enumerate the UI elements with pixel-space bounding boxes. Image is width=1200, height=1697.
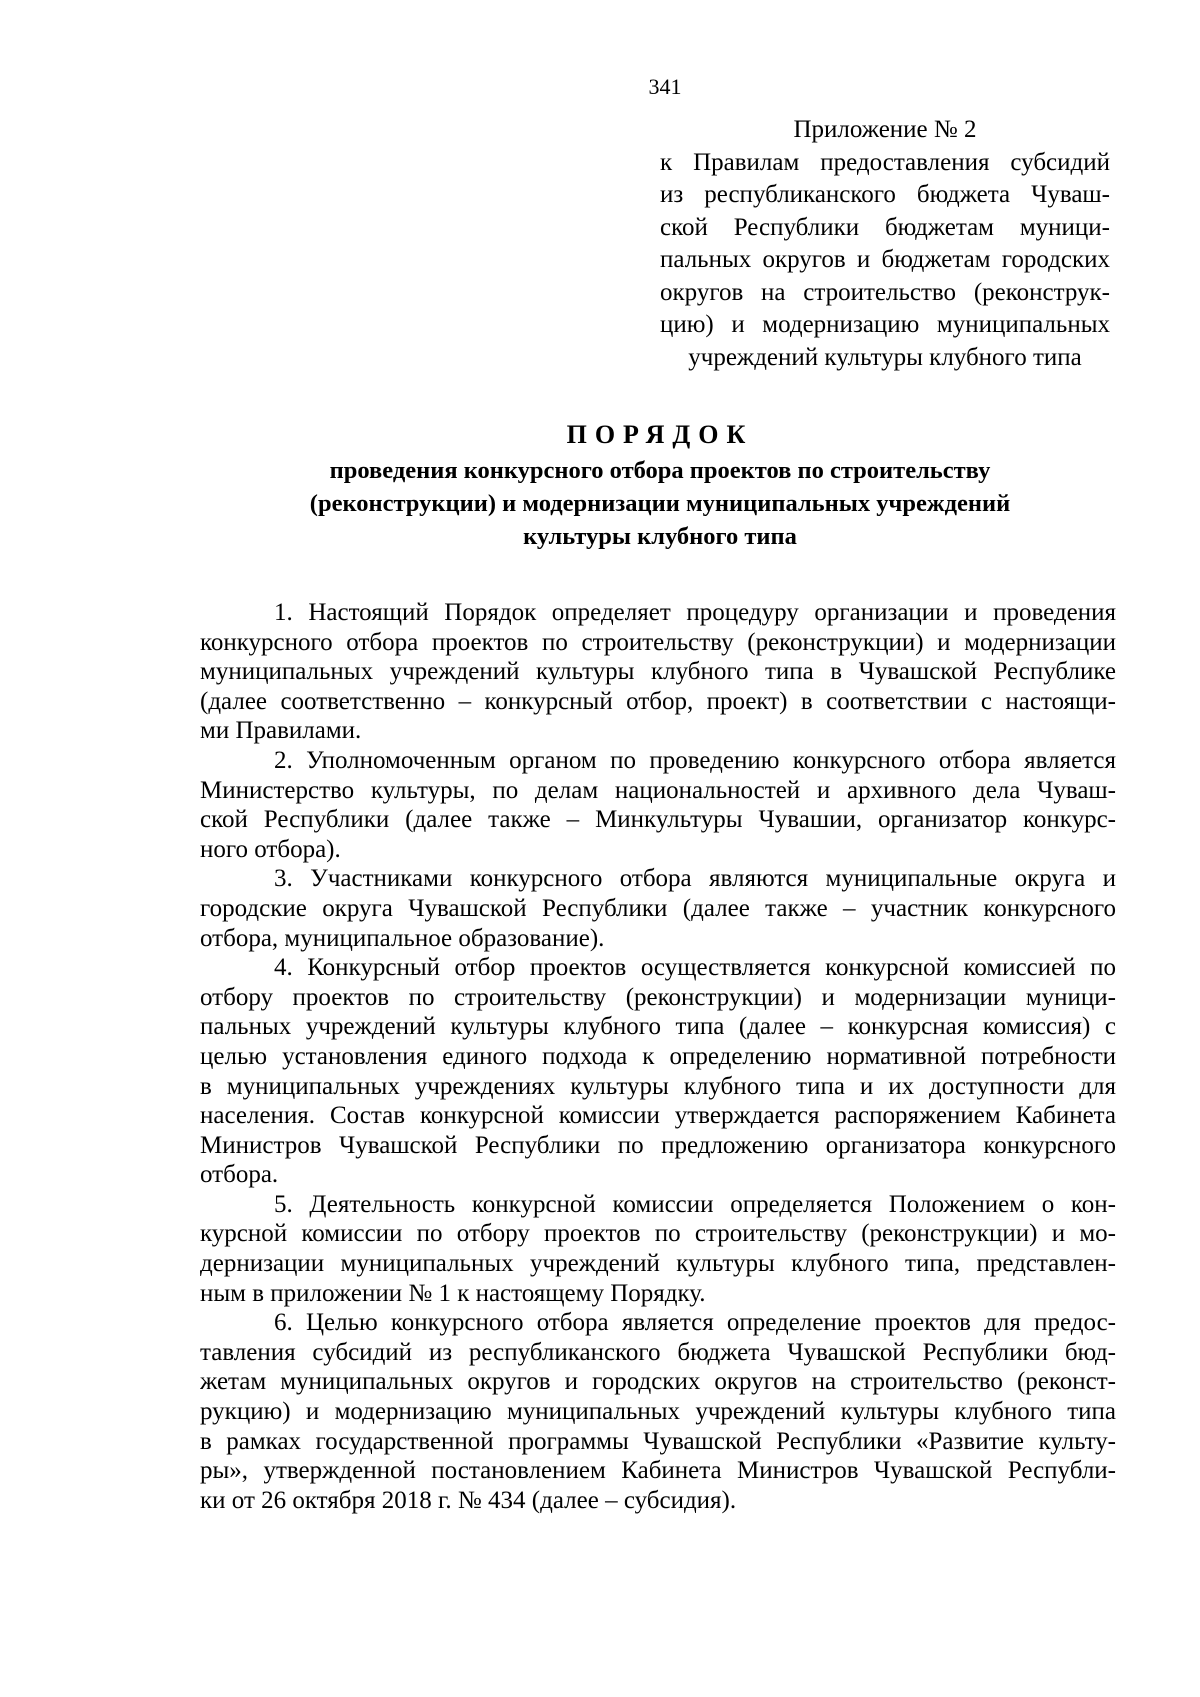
paragraph-line: ской Республики (далее также – Минкультуры Чувашии, организатор конкурс- — [200, 806, 1116, 834]
paragraph-line: городские округа Чувашской Республики (далее также – участник конкурсного — [200, 894, 1116, 922]
paragraph-2 — [200, 746, 1116, 864]
paragraph-line: 5. Деятельность конкурсной комиссии определяется Положением о кон- — [274, 1190, 1116, 1218]
document-title: ПОРЯДОК — [566, 420, 754, 449]
paragraph-line: конкурсного отбора проектов по строительству (реконструкции) и модернизации — [200, 628, 1116, 656]
paragraph-line: 3. Участниками конкурсного отбора являются муниципальные округа и — [274, 865, 1116, 893]
appendix-line: к Правилам предоставления субсидий — [660, 148, 1110, 176]
document-heading — [200, 416, 1120, 553]
page-number: 341 — [648, 74, 682, 99]
appendix-reference — [660, 114, 1110, 374]
paragraph-line: жетам муниципальных округов и городских округов на строительство (реконст- — [200, 1368, 1116, 1396]
paragraph-line: рукцию) и модернизацию муниципальных учреждений культуры клубного типа — [200, 1398, 1116, 1426]
paragraph-1 — [200, 598, 1116, 746]
paragraph-4 — [200, 953, 1116, 1190]
paragraph-line: ры», утвержденной постановлением Кабинета Министров Чувашской Республи- — [200, 1457, 1116, 1485]
appendix-line: ской Республики бюджетам муници- — [660, 213, 1110, 241]
paragraph-line: отбора, муниципальное образование). — [200, 924, 605, 952]
paragraph-line: пальных учреждений культуры клубного типа (далее – конкурсная комиссия) с — [200, 1013, 1116, 1041]
paragraph-line: ного отбора). — [200, 835, 341, 863]
paragraph-line: Министров Чувашской Республики по предложению организатора конкурсного — [200, 1131, 1116, 1159]
paragraph-line: (далее соответственно – конкурсный отбор, проект) в соответствии с настоящи- — [200, 687, 1116, 715]
paragraph-line: тавления субсидий из республиканского бюджета Чувашской Республики бюд- — [200, 1338, 1116, 1366]
paragraph-line: курсной комиссии по отбору проектов по строительству (реконструкции) и мо- — [200, 1220, 1116, 1248]
paragraph-line: 2. Уполномоченным органом по проведению конкурсного отбора является — [274, 746, 1116, 774]
document-subtitle-line: проведения конкурсного отбора проектов по строительству — [329, 457, 991, 484]
appendix-line: из республиканского бюджета Чуваш- — [660, 181, 1110, 208]
paragraph-line: муниципальных учреждений культуры клубного типа в Чувашской Республике — [200, 658, 1116, 686]
document-subtitle-line: культуры клубного типа — [523, 523, 797, 550]
document-body — [200, 598, 1116, 1515]
paragraph-5 — [200, 1190, 1116, 1308]
paragraph-line: отбору проектов по строительству (реконструкции) и модернизации муници- — [200, 983, 1116, 1011]
appendix-line: округов на строительство (реконструк- — [660, 278, 1110, 306]
paragraph-line: ки от 26 октября 2018 г. № 434 (далее – субсидия). — [200, 1486, 737, 1514]
paragraph-line: в рамках государственной программы Чувашской Республики «Развитие культу- — [200, 1427, 1116, 1455]
appendix-title: Приложение № 2 — [793, 116, 977, 143]
paragraph-line: дернизации муниципальных учреждений культуры клубного типа, представлен- — [200, 1250, 1116, 1278]
paragraph-line: в муниципальных учреждениях культуры клубного типа и их доступности для — [200, 1072, 1116, 1100]
paragraph-line: Министерство культуры, по делам национальностей и архивного дела Чуваш- — [200, 776, 1116, 804]
paragraph-line: ным в приложении № 1 к настоящему Порядку. — [200, 1279, 706, 1307]
appendix-line: пальных округов и бюджетам городских — [660, 246, 1110, 273]
paragraph-line: населения. Состав конкурсной комиссии утверждается распоряжением Кабинета — [200, 1102, 1116, 1130]
paragraph-line: отбора. — [200, 1161, 279, 1189]
appendix-line: цию) и модернизацию муниципальных — [660, 311, 1110, 338]
paragraph-line: ми Правилами. — [200, 717, 362, 745]
document-subtitle-line: (реконструкции) и модернизации муниципальных учреждений — [309, 490, 1011, 517]
paragraph-line: 4. Конкурсный отбор проектов осуществляется конкурсной комиссией по — [274, 954, 1116, 982]
paragraph-line: 6. Целью конкурсного отбора является определение проектов для предос- — [274, 1309, 1116, 1337]
paragraph-line: 1. Настоящий Порядок определяет процедуру организации и проведения — [274, 599, 1116, 626]
paragraph-line: целью установления единого подхода к определению нормативной потребности — [200, 1042, 1116, 1070]
appendix-line: учреждений культуры клубного типа — [688, 343, 1082, 371]
paragraph-6 — [200, 1308, 1116, 1515]
paragraph-3 — [200, 864, 1116, 953]
